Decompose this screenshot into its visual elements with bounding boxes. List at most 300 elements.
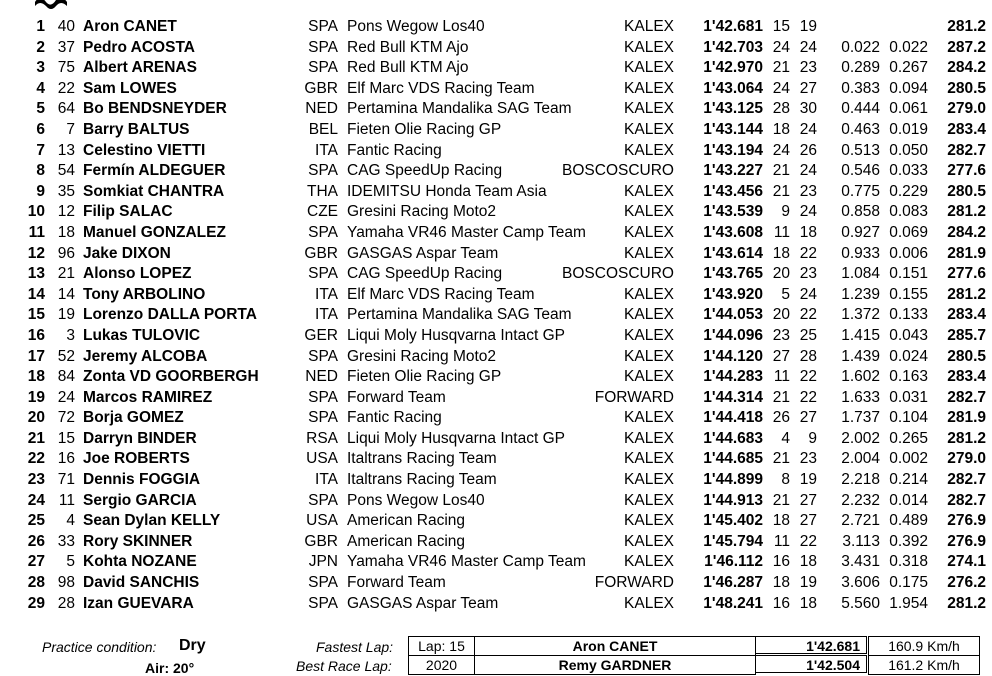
team-name: Pons Wegow Los40	[347, 491, 485, 509]
fastest-lap-number: Lap: 15	[408, 636, 475, 656]
total-laps: 23	[799, 265, 817, 283]
fastest-lap-rider: Aron CANET	[474, 636, 756, 656]
gap-first: 2.232	[841, 491, 880, 509]
gap-first: 1.633	[841, 388, 880, 406]
gap-previous: 0.267	[889, 59, 928, 77]
practice-condition-value: Dry	[179, 637, 206, 654]
top-speed: 284.2	[947, 223, 986, 241]
motorcycle: KALEX	[624, 59, 674, 77]
best-lap: 11	[773, 368, 790, 386]
total-laps: 23	[799, 450, 817, 468]
gap-previous: 0.014	[889, 491, 928, 509]
best-lap: 11	[773, 532, 790, 550]
motorcycle: KALEX	[624, 182, 674, 200]
gap-first: 0.383	[841, 79, 880, 97]
best-lap: 23	[772, 326, 790, 344]
lap-time: 1'44.913	[703, 491, 763, 509]
team-name: Pons Wegow Los40	[347, 18, 485, 35]
motorcycle: KALEX	[624, 512, 674, 530]
gap-first: 3.606	[841, 574, 880, 592]
rider-name: David SANCHIS	[83, 574, 200, 592]
nation: JPN	[308, 553, 338, 571]
total-laps: 24	[799, 38, 817, 56]
position: 23	[27, 471, 45, 489]
rider-name: Kohta NOZANE	[83, 553, 197, 571]
lap-time: 1'43.125	[703, 100, 763, 118]
fastest-lap-speed: 160.9 Km/h	[868, 636, 980, 656]
position: 20	[27, 409, 45, 427]
gap-previous: 0.151	[889, 265, 928, 283]
table-row	[0, 99, 992, 120]
rider-number: 33	[57, 532, 75, 550]
table-row	[0, 182, 992, 203]
table-row	[0, 79, 992, 100]
nation: SPA	[308, 409, 338, 427]
best-lap: 16	[772, 553, 790, 571]
nation: SPA	[308, 388, 338, 406]
rider-name: Fermín ALDEGUER	[83, 162, 226, 180]
lap-time: 1'43.194	[703, 141, 763, 159]
rider-name: Alonso LOPEZ	[83, 265, 192, 283]
top-speed: 276.2	[947, 574, 986, 592]
gap-first: 0.513	[841, 141, 880, 159]
table-row	[0, 449, 992, 470]
top-speed: 281.9	[947, 409, 986, 427]
gap-previous: 0.094	[889, 79, 928, 97]
best-lap: 9	[781, 203, 790, 221]
rider-number: 75	[57, 59, 75, 77]
team-name: Fantic Racing	[347, 409, 442, 427]
footer	[0, 636, 992, 675]
gap-first: 1.415	[841, 326, 880, 344]
rider-name: Albert ARENAS	[83, 59, 197, 77]
best-lap: 4	[781, 429, 790, 447]
table-row	[0, 244, 992, 265]
motorcycle: KALEX	[624, 491, 674, 509]
rider-number: 18	[57, 223, 75, 241]
best-lap: 21	[772, 182, 790, 200]
table-row	[0, 408, 992, 429]
total-laps: 27	[799, 512, 817, 530]
position: 26	[27, 532, 45, 550]
gap-first: 2.218	[841, 471, 880, 489]
lap-time: 1'44.120	[703, 347, 763, 365]
lap-time: 1'45.794	[703, 532, 763, 550]
gap-previous: 0.069	[889, 223, 928, 241]
nation: USA	[306, 450, 338, 468]
total-laps: 24	[799, 162, 817, 180]
rider-number: 4	[66, 512, 75, 530]
top-speed: 274.1	[947, 553, 986, 571]
nation: SPA	[308, 59, 338, 77]
top-speed: 282.7	[947, 141, 986, 159]
motorcycle: KALEX	[624, 326, 674, 344]
table-row	[0, 223, 992, 244]
nation: THA	[307, 182, 338, 200]
gap-previous: 0.033	[889, 162, 928, 180]
table-row	[0, 552, 992, 573]
total-laps: 23	[799, 182, 817, 200]
gap-first: 1.084	[841, 265, 880, 283]
best-lap: 28	[772, 100, 790, 118]
table-row	[0, 511, 992, 532]
best-lap: 16	[772, 594, 790, 612]
position: 25	[27, 512, 45, 530]
top-speed: 281.2	[947, 18, 986, 35]
position: 9	[36, 182, 45, 200]
gap-first: 2.721	[841, 512, 880, 530]
nation: SPA	[308, 18, 338, 35]
lap-time: 1'44.096	[703, 326, 763, 344]
rider-name: Lukas TULOVIC	[83, 326, 201, 344]
motorcycle: FORWARD	[594, 388, 674, 406]
top-speed: 276.9	[947, 532, 986, 550]
rider-name: Lorenzo DALLA PORTA	[83, 306, 257, 324]
best-lap: 21	[772, 491, 790, 509]
lap-time: 1'44.314	[703, 388, 763, 406]
lap-time: 1'43.765	[703, 265, 763, 283]
total-laps: 24	[799, 203, 817, 221]
top-speed: 281.2	[947, 285, 986, 303]
team-name: GASGAS Aspar Team	[347, 244, 499, 262]
rider-name: Filip SALAC	[83, 203, 173, 221]
position: 28	[27, 574, 45, 592]
nation: CZE	[307, 203, 338, 221]
top-speed: 284.2	[947, 59, 986, 77]
best-race-lap-year: 2020	[408, 655, 475, 675]
position: 22	[27, 450, 45, 468]
total-laps: 23	[799, 59, 817, 77]
table-row	[0, 38, 992, 59]
gap-first: 1.737	[841, 409, 880, 427]
nation: SPA	[308, 223, 338, 241]
lap-time: 1'43.144	[703, 120, 763, 138]
position: 21	[27, 429, 45, 447]
gap-first: 1.239	[841, 285, 880, 303]
top-speed: 280.5	[947, 79, 986, 97]
rider-name: Sergio GARCIA	[83, 491, 197, 509]
air-temperature: Air: 20°	[145, 660, 195, 676]
motorcycle: KALEX	[624, 100, 674, 118]
lap-time: 1'42.703	[703, 38, 763, 56]
rider-number: 11	[58, 491, 75, 509]
lap-time: 1'45.402	[703, 512, 763, 530]
motorcycle: KALEX	[624, 120, 674, 138]
gap-first: 1.372	[841, 306, 880, 324]
total-laps: 19	[799, 471, 817, 489]
table-row	[0, 326, 992, 347]
motorcycle: KALEX	[624, 244, 674, 262]
gap-first: 0.927	[841, 223, 880, 241]
team-name: Yamaha VR46 Master Camp Team	[347, 223, 586, 241]
nation: SPA	[308, 265, 338, 283]
nation: ITA	[315, 306, 338, 324]
best-lap: 24	[772, 79, 790, 97]
best-lap: 20	[772, 265, 790, 283]
total-laps: 27	[799, 79, 817, 97]
motorcycle: KALEX	[624, 594, 674, 612]
gap-previous: 0.022	[889, 38, 928, 56]
nation: SPA	[308, 38, 338, 56]
best-lap: 21	[772, 162, 790, 180]
gap-previous: 0.229	[889, 182, 928, 200]
best-lap: 18	[772, 120, 790, 138]
team-name: IDEMITSU Honda Team Asia	[347, 182, 547, 200]
classification-table	[0, 17, 992, 614]
nation: SPA	[308, 491, 338, 509]
team-name: Gresini Racing Moto2	[347, 347, 497, 365]
rider-number: 96	[57, 244, 75, 262]
table-row	[0, 58, 992, 79]
top-speed: 281.2	[947, 429, 986, 447]
team-name: Forward Team	[347, 574, 446, 592]
nation: USA	[306, 512, 338, 530]
best-lap: 5	[781, 285, 790, 303]
position: 3	[36, 59, 45, 77]
nation: SPA	[308, 162, 338, 180]
motorcycle: KALEX	[624, 450, 674, 468]
lap-time: 1'43.920	[703, 285, 763, 303]
motorcycle: KALEX	[624, 223, 674, 241]
top-speed: 283.4	[947, 306, 986, 324]
gap-previous: 0.214	[889, 471, 928, 489]
team-name: Yamaha VR46 Master Camp Team	[347, 553, 586, 571]
team-name: Gresini Racing Moto2	[347, 203, 497, 221]
rider-name: Zonta VD GOORBERGH	[83, 368, 259, 386]
rider-name: Manuel GONZALEZ	[83, 223, 226, 241]
motorcycle: KALEX	[624, 347, 674, 365]
nation: ITA	[315, 471, 338, 489]
rider-name: Barry BALTUS	[83, 120, 190, 138]
rider-number: 12	[57, 203, 75, 221]
rider-number: 71	[57, 471, 75, 489]
table-row	[0, 347, 992, 368]
gap-first: 0.775	[841, 182, 880, 200]
gap-first: 1.602	[841, 368, 880, 386]
rider-name: Sean Dylan KELLY	[83, 512, 221, 530]
gap-previous: 0.043	[889, 326, 928, 344]
gap-previous: 0.061	[889, 100, 928, 118]
total-laps: 25	[799, 326, 817, 344]
team-name: American Racing	[347, 532, 466, 550]
table-row	[0, 264, 992, 285]
best-lap: 21	[772, 388, 790, 406]
total-laps: 22	[799, 368, 817, 386]
rider-number: 72	[57, 409, 75, 427]
best-lap: 18	[772, 512, 790, 530]
rider-number: 37	[57, 38, 75, 56]
position: 18	[27, 368, 45, 386]
gap-first: 0.289	[841, 59, 880, 77]
top-speed: 281.9	[947, 244, 986, 262]
position: 16	[27, 326, 45, 344]
gap-previous: 0.265	[889, 429, 928, 447]
rider-name: Marcos RAMIREZ	[83, 388, 213, 406]
team-name: Fieten Olie Racing GP	[347, 368, 502, 386]
rider-number: 24	[57, 388, 75, 406]
top-speed: 277.6	[947, 265, 986, 283]
nation: GBR	[304, 532, 338, 550]
motorcycle: KALEX	[624, 285, 674, 303]
nation: SPA	[308, 594, 338, 612]
gap-first: 3.431	[841, 553, 880, 571]
nation: ITA	[315, 141, 338, 159]
rider-number: 19	[57, 306, 75, 324]
team-name: Fantic Racing	[347, 141, 442, 159]
best-race-lap-time: 1'42.504	[755, 655, 867, 673]
top-speed: 282.7	[947, 491, 986, 509]
top-speed: 287.2	[947, 38, 986, 56]
lap-time: 1'43.608	[703, 223, 763, 241]
practice-condition-label: Practice condition:	[42, 639, 157, 655]
team-name: Italtrans Racing Team	[347, 450, 497, 468]
top-speed: 276.9	[947, 512, 986, 530]
rider-number: 22	[57, 79, 75, 97]
nation: SPA	[308, 574, 338, 592]
position: 27	[27, 553, 45, 571]
rider-name: Izan GUEVARA	[83, 594, 194, 612]
table-row	[0, 202, 992, 223]
top-speed: 282.7	[947, 471, 986, 489]
lap-time: 1'46.287	[703, 574, 763, 592]
position: 4	[36, 79, 45, 97]
nation: BEL	[308, 120, 338, 138]
position: 24	[27, 491, 45, 509]
team-name: Elf Marc VDS Racing Team	[347, 79, 535, 97]
total-laps: 22	[799, 244, 817, 262]
lap-time: 1'44.685	[703, 450, 763, 468]
position: 1	[36, 18, 45, 35]
motorcycle: KALEX	[624, 532, 674, 550]
rider-number: 35	[57, 182, 75, 200]
top-speed: 277.6	[947, 162, 986, 180]
motorcycle: KALEX	[624, 38, 674, 56]
position: 15	[27, 306, 45, 324]
motorcycle: KALEX	[624, 409, 674, 427]
rider-name: Darryn BINDER	[83, 429, 197, 447]
total-laps: 26	[799, 141, 817, 159]
total-laps: 18	[799, 223, 817, 241]
nation: GER	[304, 326, 338, 344]
rider-name: Jeremy ALCOBA	[83, 347, 208, 365]
table-row	[0, 367, 992, 388]
best-lap: 24	[772, 38, 790, 56]
rider-number: 16	[57, 450, 75, 468]
lap-time: 1'42.970	[703, 59, 763, 77]
motorcycle: KALEX	[624, 368, 674, 386]
rider-name: Rory SKINNER	[83, 532, 193, 550]
gap-previous: 0.392	[889, 532, 928, 550]
motorcycle: KALEX	[624, 18, 674, 35]
gap-previous: 0.175	[889, 574, 928, 592]
total-laps: 27	[799, 409, 817, 427]
gap-previous: 0.155	[889, 285, 928, 303]
table-row	[0, 388, 992, 409]
position: 13	[27, 265, 45, 283]
rider-name: Pedro ACOSTA	[83, 38, 195, 56]
rider-number: 98	[57, 574, 75, 592]
motorcycle: BOSCOSCURO	[562, 162, 674, 180]
rider-number: 84	[57, 368, 75, 386]
total-laps: 22	[799, 388, 817, 406]
team-name: Liqui Moly Husqvarna Intact GP	[347, 429, 565, 447]
lap-time: 1'43.456	[703, 182, 763, 200]
table-row	[0, 594, 992, 615]
rider-name: Bo BENDSNEYDER	[83, 100, 227, 118]
motorcycle: BOSCOSCURO	[562, 265, 674, 283]
lap-time: 1'44.053	[703, 306, 763, 324]
top-speed: 285.7	[947, 326, 986, 344]
motorcycle: KALEX	[624, 429, 674, 447]
motorcycle: KALEX	[624, 79, 674, 97]
table-row	[0, 491, 992, 512]
total-laps: 30	[799, 100, 817, 118]
table-row	[0, 285, 992, 306]
team-name: Elf Marc VDS Racing Team	[347, 285, 535, 303]
nation: ITA	[315, 285, 338, 303]
motorcycle: KALEX	[624, 203, 674, 221]
gap-first: 2.002	[841, 429, 880, 447]
gap-first: 3.113	[842, 532, 880, 550]
lap-time: 1'43.614	[703, 244, 763, 262]
lap-time: 1'44.683	[703, 429, 763, 447]
total-laps: 22	[799, 306, 817, 324]
gap-previous: 0.019	[889, 120, 928, 138]
best-race-lap-rider: Remy GARDNER	[474, 655, 756, 675]
lap-time: 1'48.241	[703, 594, 763, 612]
total-laps: 19	[799, 574, 817, 592]
table-row	[0, 470, 992, 491]
position: 19	[27, 388, 45, 406]
rider-name: Aron CANET	[83, 18, 177, 35]
best-lap: 8	[781, 471, 790, 489]
rider-name: Sam LOWES	[83, 79, 177, 97]
gap-previous: 0.002	[889, 450, 928, 468]
top-speed: 280.5	[947, 182, 986, 200]
position: 14	[27, 285, 45, 303]
total-laps: 24	[799, 120, 817, 138]
top-speed: 283.4	[947, 368, 986, 386]
motorcycle: KALEX	[624, 141, 674, 159]
total-laps: 18	[799, 553, 817, 571]
nation: SPA	[308, 347, 338, 365]
table-row	[0, 161, 992, 182]
nation: NED	[305, 368, 338, 386]
table-row	[0, 17, 992, 38]
team-name: Liqui Moly Husqvarna Intact GP	[347, 326, 565, 344]
team-name: Forward Team	[347, 388, 446, 406]
position: 8	[36, 162, 45, 180]
top-speed: 281.2	[947, 594, 986, 612]
best-lap: 18	[772, 574, 790, 592]
team-name: CAG SpeedUp Racing	[347, 265, 503, 283]
total-laps: 18	[799, 594, 817, 612]
top-speed: 279.0	[947, 100, 986, 118]
team-name: Pertamina Mandalika SAG Team	[347, 306, 572, 324]
lap-time: 1'44.283	[703, 368, 763, 386]
rider-name: Somkiat CHANTRA	[83, 182, 225, 200]
lap-time: 1'46.112	[704, 553, 763, 571]
gap-first: 0.858	[841, 203, 880, 221]
team-name: Red Bull KTM Ajo	[347, 59, 469, 77]
position: 5	[36, 100, 45, 118]
rider-name: Jake DIXON	[83, 244, 171, 262]
best-lap: 20	[772, 306, 790, 324]
total-laps: 19	[799, 18, 817, 35]
lap-time: 1'44.418	[703, 409, 763, 427]
top-speed: 283.4	[947, 120, 986, 138]
best-lap: 21	[772, 59, 790, 77]
